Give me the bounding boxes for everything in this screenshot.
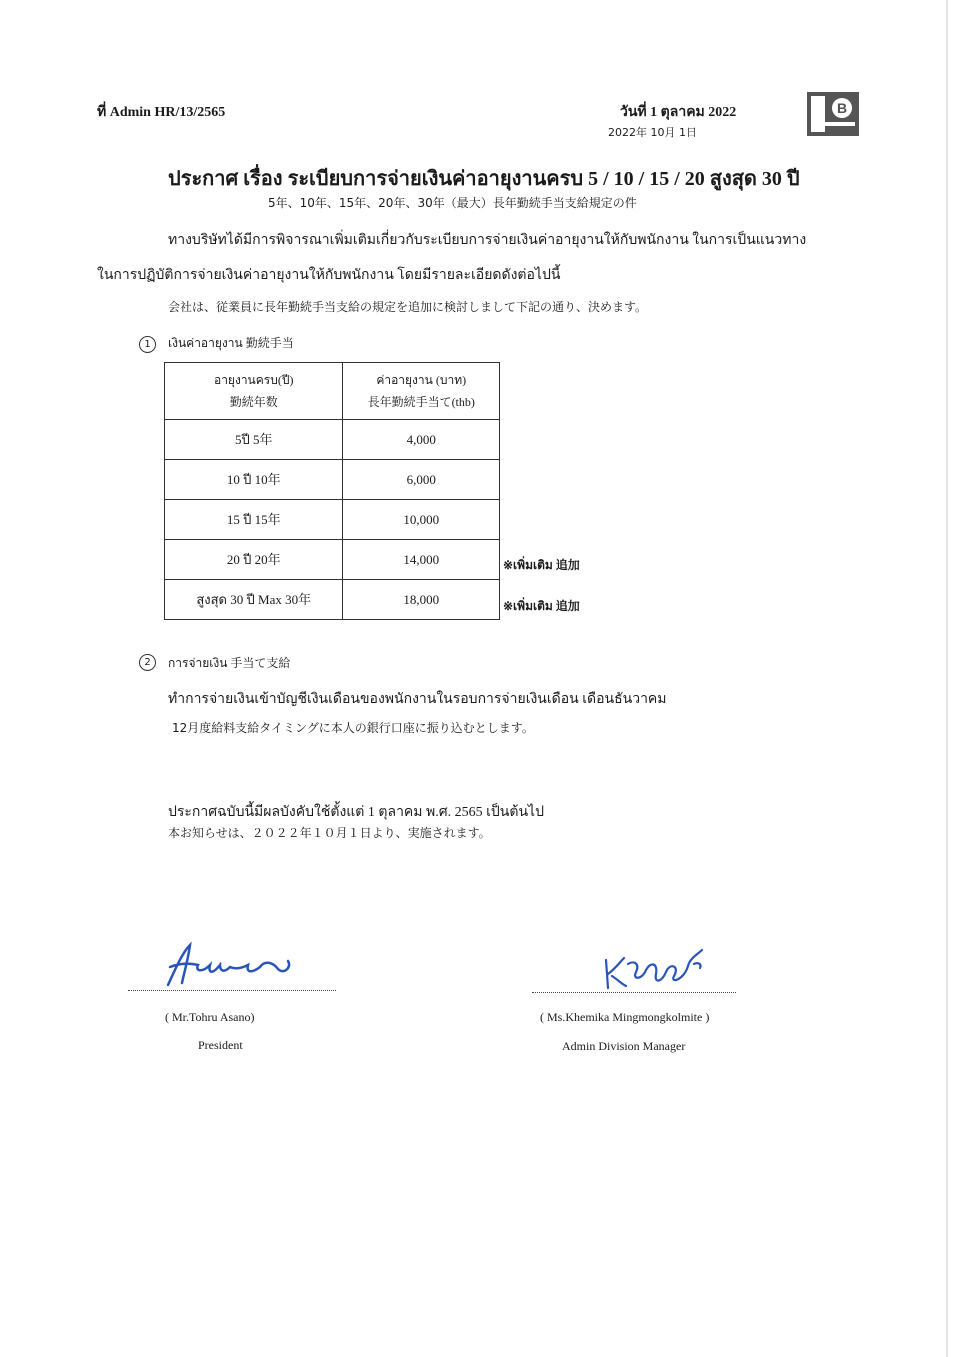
table-row: [165, 540, 500, 580]
table-header-row: [165, 363, 500, 420]
intro-thai-line2: ในการปฏิบัติการจ่ายเงินค่าอายุงานให้กับพนักงาน โดยมีรายละเอียดดังต่อไปนี้: [97, 268, 561, 283]
row-years: 20 ปี 20年: [165, 540, 343, 580]
table-row: [165, 420, 500, 460]
header-years-jp: 勤続年数: [229, 395, 278, 409]
section2-thai: ทำการจ่ายเงินเข้าบัญชีเงินเดือนของพนักงานในรอบการจ่ายเงินเดือน เดือนธันวาคม: [168, 692, 667, 707]
row-amount: 10,000: [343, 500, 500, 540]
allowance-table: [164, 362, 500, 620]
document-subtitle-jp: 5年、10年、15年、20年、30年（最大）長年勤続手当支給規定の件: [268, 196, 637, 210]
signature-asano-icon: [160, 935, 310, 990]
section1-label: เงินค่าอายุงาน 勤続手当: [168, 336, 294, 350]
section2-jp: 12月度給料支給タイミングに本人の銀行口座に振り込むとします。: [172, 721, 534, 735]
header-years: [165, 363, 343, 420]
page-edge: [946, 0, 948, 1357]
company-logo-icon: [807, 92, 859, 136]
row-years: 10 ปี 10年: [165, 460, 343, 500]
table-row: [165, 580, 500, 620]
document-reference: ที่ Admin HR/13/2565: [97, 105, 226, 120]
signature-line-manager: [532, 992, 736, 993]
row-years: 5ปี 5年: [165, 420, 343, 460]
header-amount: [343, 363, 500, 420]
table-row: [165, 500, 500, 540]
manager-name: ( Ms.Khemika Mingmongkolmite ): [540, 1010, 710, 1024]
row-note-30yr: ※เพิ่มเติม 追加: [503, 599, 580, 613]
row-years: 15 ปี 15年: [165, 500, 343, 540]
date-thai: วันที่ 1 ตุลาคม 2022: [620, 105, 737, 120]
effective-thai: ประกาศฉบับนี้มีผลบังคับใช้ตั้งแต่ 1 ตุลาคม พ.ศ. 2565 เป็นต้นไป: [168, 805, 544, 820]
header-amount-thai: ค่าอายุงาน (บาท): [376, 373, 467, 387]
signature-khemika-icon: [598, 940, 708, 992]
effective-jp: 本お知らせは、２０２２年１０月１日より、実施されます。: [168, 826, 491, 840]
row-amount: 18,000: [343, 580, 500, 620]
row-amount: 14,000: [343, 540, 500, 580]
section2-label: การจ่ายเงิน 手当て支給: [168, 656, 291, 670]
manager-title: Admin Division Manager: [562, 1039, 686, 1053]
intro-thai-line1: ทางบริษัทได้มีการพิจารณาเพิ่มเติมเกี่ยวกับระเบียบการจ่ายเงินค่าอายุงานให้กับพนักงาน ในการเป็นแนวทาง: [168, 233, 807, 248]
row-amount: 4,000: [343, 420, 500, 460]
section1-number: 1: [139, 336, 156, 353]
president-name: ( Mr.Tohru Asano): [165, 1010, 255, 1024]
document-title: ประกาศ เรื่อง ระเบียบการจ่ายเงินค่าอายุงานครบ 5 / 10 / 15 / 20 สูงสุด 30 ปี: [168, 168, 800, 190]
table-row: [165, 460, 500, 500]
row-years: สูงสุด 30 ปี Max 30年: [165, 580, 343, 620]
president-title: President: [198, 1038, 243, 1052]
header-years-thai: อายุงานครบ(ปี): [213, 373, 294, 387]
header-amount-jp: 長年勤続手当て(thb): [367, 395, 475, 409]
intro-jp: 会社は、従業員に長年勤続手当支給の規定を追加に検討しまして下記の通り、決めます。: [168, 300, 648, 314]
date-japanese: 2022年 10月 1日: [608, 126, 697, 139]
section2-number: 2: [139, 654, 156, 671]
row-note-20yr: ※เพิ่มเติม 追加: [503, 558, 580, 572]
signature-line-president: [128, 990, 336, 991]
logo-letter: B: [836, 100, 848, 116]
row-amount: 6,000: [343, 460, 500, 500]
